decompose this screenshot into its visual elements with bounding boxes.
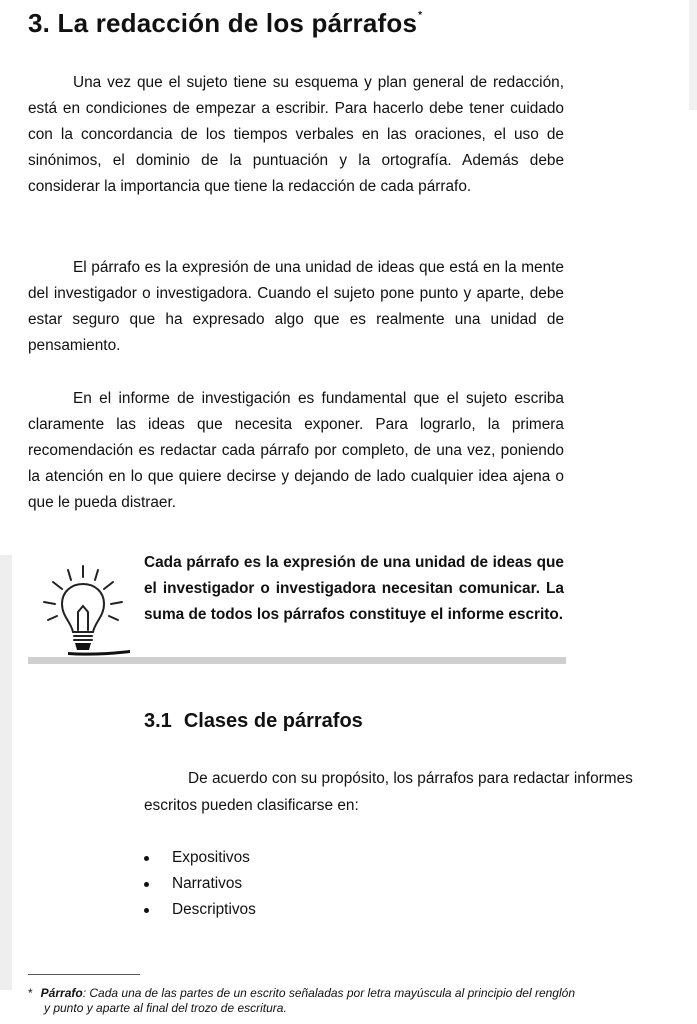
section-intro: De acuerdo con su propósito, los párrafos para redactar informes escritos pueden clasificarse en: — [144, 770, 633, 814]
paragraph-2: El párrafo es la expresión de una unidad de ideas que está en la mente del investigador o investigadora. Cuando el sujeto pone punto y aparte, debe estar seguro que ha expresado algo que es realmente una unidad de pensamiento. — [28, 259, 564, 354]
margin-band — [0, 555, 12, 990]
footnote-term: Párrafo — [40, 986, 83, 1000]
lightbulb-icon — [38, 562, 130, 658]
bullet-icon — [144, 882, 149, 887]
paragraph-1: Una vez que el sujeto tiene su esquema y plan general de redacción, está en condiciones de empezar a escribir. Para hacerlo debe tener cuidado con la concordancia de los tiempos verbales en las oraciones, el uso de sinónimos, el dominio de la puntuación y la ortografía. Además debe considerar la importancia que tiene la redacción de cada párrafo. — [28, 74, 564, 195]
chapter-title-text: La redacción de los párrafos — [57, 8, 418, 38]
page-edge-shade — [689, 0, 697, 110]
footnote-marker: * — [28, 986, 33, 1000]
footnote-continuation: y punto y aparte al final del trozo de escritura. — [44, 1001, 287, 1015]
section-number: 3.1 — [144, 710, 172, 732]
bullet-icon — [144, 856, 149, 861]
chapter-number: 3. — [28, 8, 51, 38]
title-footnote-marker: * — [418, 10, 423, 21]
footnote — [28, 986, 688, 1016]
footnote-text: : Cada una de las partes de un escrito señaladas por letra mayúscula al principio del renglón — [82, 986, 575, 1000]
section-title: Clases de párrafos — [183, 710, 363, 732]
bullet-icon — [144, 908, 149, 913]
paragraph-types-list — [144, 845, 256, 923]
list-item: Descriptivos — [144, 897, 256, 923]
callout-text: Cada párrafo es la expresión de una unidad de ideas que el investigador o investigadora necesitan comunicar. La suma de todos los párrafos constituye el informe escrito. — [144, 554, 564, 623]
footnote-divider — [28, 974, 140, 975]
chapter-title — [28, 8, 422, 39]
callout-divider — [28, 657, 566, 664]
list-item: Expositivos — [144, 845, 256, 871]
paragraph-3: En el informe de investigación es fundamental que el sujeto escriba claramente las ideas que necesita exponer. Para lograrlo, la primera recomendación es redactar cada párrafo por completo, de una vez, poniendo la atención en lo que quiere decirse y dejando de lado cualquier idea ajena o que le pueda distraer. — [28, 390, 564, 511]
list-item: Narrativos — [144, 871, 256, 897]
section-heading — [144, 710, 363, 733]
